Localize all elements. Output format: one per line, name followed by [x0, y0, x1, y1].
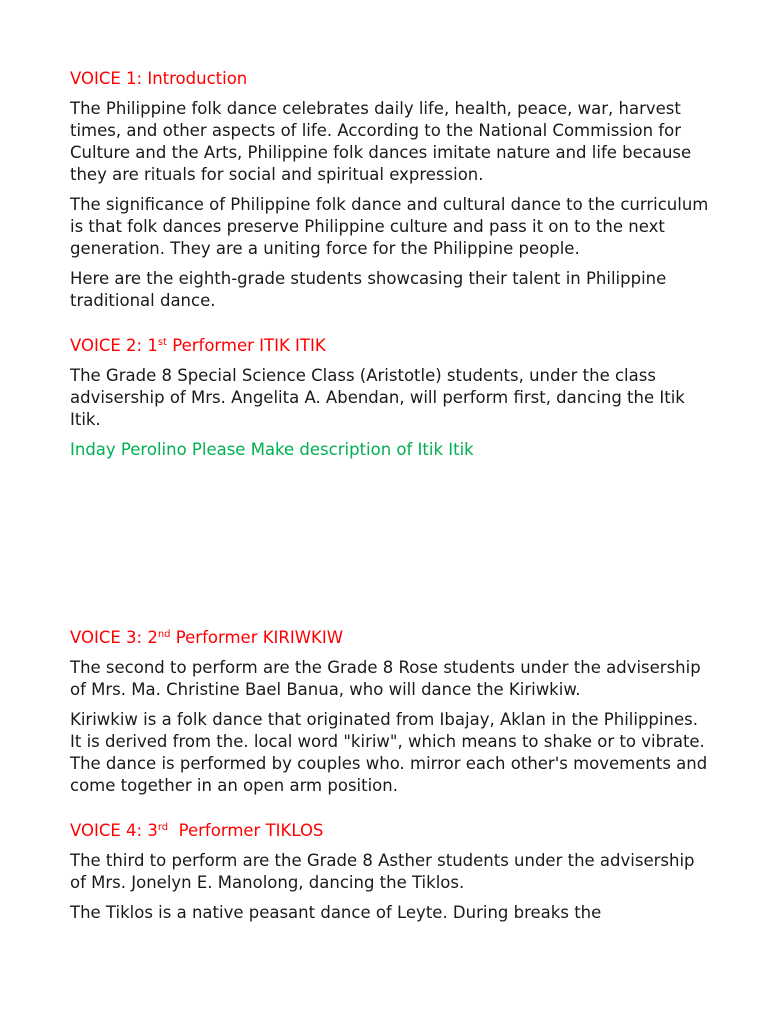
heading-text: VOICE 2: 1 — [70, 336, 158, 355]
section-heading — [70, 335, 710, 357]
paragraph: Here are the eighth-grade students showcasing their talent in Philippine traditional dance. — [70, 269, 667, 310]
ordinal-superscript: nd — [157, 629, 171, 640]
document-page — [70, 68, 710, 932]
paragraph: The Grade 8 Special Science Class (Aristotle) students, under the class advisership of Mrs. Angelita A. Abendan, will perform first, dancing the Itik Itik. — [70, 366, 685, 429]
paragraph: The significance of Philippine folk dance and cultural dance to the curriculum is that folk dances preserve Philippine culture and pass it on to the next generation. They are a uniting force for the Philippine people. — [70, 195, 709, 258]
heading-text: VOICE 3: 2 — [70, 628, 158, 647]
section-voice-2 — [70, 335, 710, 461]
heading-text-suffix: Performer KIRIWKIW — [170, 628, 344, 647]
heading-text-suffix: Performer ITIK ITIK — [166, 336, 326, 355]
heading-text: VOICE 1: Introduction — [70, 69, 248, 88]
blank-space — [70, 469, 710, 627]
ordinal-superscript: st — [157, 337, 167, 348]
section-heading — [70, 820, 710, 842]
section-voice-4 — [70, 820, 710, 924]
section-heading — [70, 68, 710, 90]
section-heading — [70, 627, 710, 649]
heading-text-suffix: Performer TIKLOS — [168, 821, 324, 840]
heading-text: VOICE 4: 3 — [70, 821, 158, 840]
spacer — [70, 805, 710, 820]
paragraph: The third to perform are the Grade 8 Asther students under the advisership of Mrs. Jonelyn E. Manolong, dancing the Tiklos. — [70, 851, 695, 892]
paragraph: The Philippine folk dance celebrates daily life, health, peace, war, harvest times, and other aspects of life. According to the National Commission for Culture and the Arts, Philippine folk dances imitate nature and life because they are rituals for social and spiritual expression. — [70, 99, 692, 184]
section-voice-3 — [70, 627, 710, 797]
editor-note: Inday Perolino Please Make description of Itik Itik — [70, 440, 474, 459]
section-voice-1 — [70, 68, 710, 312]
spacer — [70, 320, 710, 335]
ordinal-superscript: rd — [157, 822, 169, 833]
paragraph: Kiriwkiw is a folk dance that originated from Ibajay, Aklan in the Philippines. It is derived from the. local word "kiriw", which means to shake or to vibrate. The dance is performed by couples who. mirror each other's movements and come together in an open arm position. — [70, 710, 708, 795]
paragraph: The Tiklos is a native peasant dance of Leyte. During breaks the — [70, 903, 602, 922]
paragraph: The second to perform are the Grade 8 Rose students under the advisership of Mrs. Ma. Christine Bael Banua, who will dance the Kiriwkiw. — [70, 658, 701, 699]
